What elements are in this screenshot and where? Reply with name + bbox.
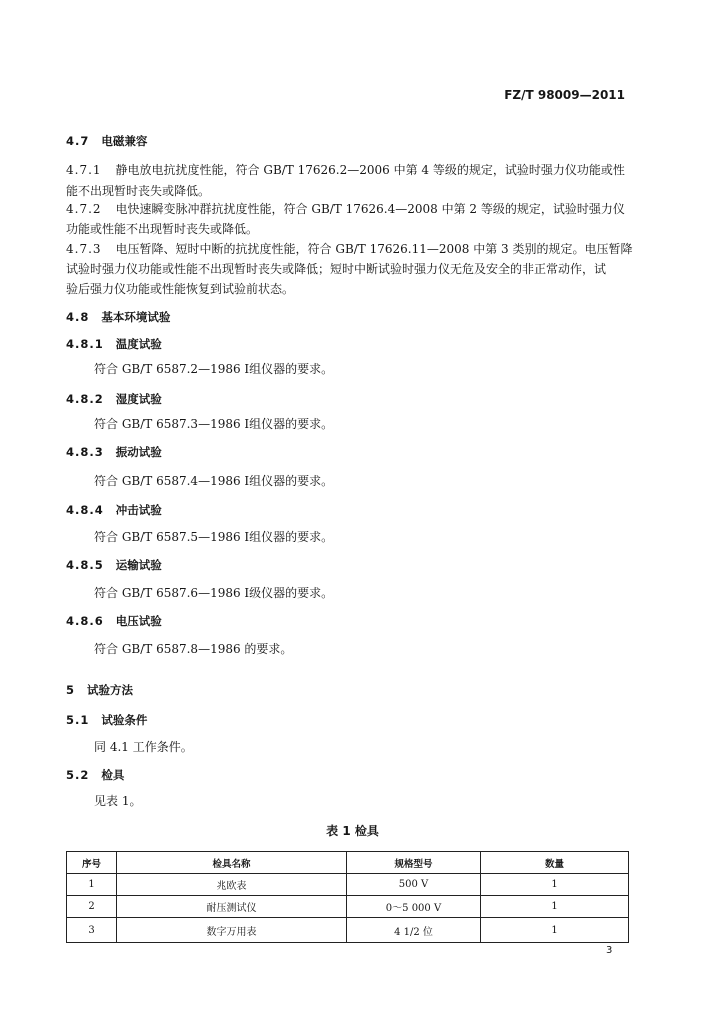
- subsection-number: 4.8.5: [66, 558, 104, 572]
- section-number: 5: [66, 683, 76, 697]
- section-title: 电磁兼容: [101, 134, 148, 148]
- page-number: 3: [606, 945, 613, 956]
- column-header-quantity: 数量: [481, 852, 629, 874]
- section-title: 试验方法: [87, 683, 134, 697]
- clause-4-7-3-cont: 试验时强力仪功能或性能不出现暂时丧失或降低；短时中断试验时强力仪无危及安全的非正常动作，试: [66, 262, 607, 276]
- subsection-title: 温度试验: [115, 337, 162, 351]
- clause-4-7-2: [66, 200, 625, 217]
- table-caption: 表 1 检具: [326, 824, 379, 838]
- table-cell: 4 1/2 位: [347, 918, 481, 943]
- subsection-body-4-8-1: 符合 GB/T 6587.2—1986 Ⅰ组仪器的要求。: [94, 362, 334, 376]
- table-cell: 1: [481, 874, 629, 896]
- clause-number: 4.7.1: [66, 163, 102, 177]
- table-cell: 耐压测试仪: [117, 896, 347, 918]
- table-cell: 1: [67, 874, 117, 896]
- table-cell: 0～5 000 V: [347, 896, 481, 918]
- subsection-title: 检具: [101, 768, 125, 782]
- section-title: 基本环境试验: [101, 310, 171, 324]
- subsection-title: 湿度试验: [115, 392, 162, 406]
- subsection-number: 4.8.3: [66, 445, 104, 459]
- subsection-heading-4-8-4: [66, 502, 162, 518]
- clause-4-7-3: [66, 240, 633, 257]
- subsection-heading-5-1: [66, 712, 147, 728]
- section-heading-5: [66, 682, 133, 698]
- section-number: 4.7: [66, 134, 90, 148]
- clause-4-7-3-cont2: 验后强力仪功能或性能恢复到试验前状态。: [66, 282, 295, 296]
- subsection-body-4-8-5: 符合 GB/T 6587.6—1986 Ⅰ级仪器的要求。: [94, 586, 334, 600]
- subsection-number: 4.8.1: [66, 337, 104, 351]
- subsection-body-4-8-4: 符合 GB/T 6587.5—1986 Ⅰ组仪器的要求。: [94, 530, 334, 544]
- document-code: FZ/T 98009—2011: [504, 88, 625, 102]
- column-header-index: 序号: [67, 852, 117, 874]
- table-header-row: [67, 852, 629, 874]
- table-cell: 3: [67, 918, 117, 943]
- clause-4-7-2-cont: 功能或性能不出现暂时丧失或降低。: [66, 222, 259, 236]
- table-cell: 2: [67, 896, 117, 918]
- clause-text: 电快速瞬变脉冲群抗扰度性能，符合 GB/T 17626.4—2008 中第 2 等级的规定，试验时强力仪: [115, 202, 625, 216]
- subsection-heading-4-8-1: [66, 336, 162, 352]
- subsection-number: 4.8.4: [66, 503, 104, 517]
- subsection-heading-4-8-2: [66, 391, 162, 407]
- subsection-heading-4-8-3: [66, 444, 162, 460]
- table-cell: 数字万用表: [117, 918, 347, 943]
- clause-4-7-1: [66, 161, 625, 178]
- subsection-title: 振动试验: [115, 445, 162, 459]
- subsection-title: 电压试验: [115, 614, 162, 628]
- subsection-number: 5.2: [66, 768, 90, 782]
- table-cell: 1: [481, 896, 629, 918]
- subsection-heading-5-2: [66, 767, 124, 783]
- table-cell: 500 V: [347, 874, 481, 896]
- section-number: 4.8: [66, 310, 90, 324]
- subsection-body-4-8-6: 符合 GB/T 6587.8—1986 的要求。: [94, 642, 293, 656]
- section-heading-4-8: [66, 309, 170, 325]
- table-row: [67, 874, 629, 896]
- subsection-body-5-1: 同 4.1 工作条件。: [94, 740, 193, 754]
- clause-4-7-1-cont: 能不出现暂时丧失或降低。: [66, 184, 211, 198]
- clause-text: 电压暂降、短时中断的抗扰度性能，符合 GB/T 17626.11—2008 中第 3 类别的规定。电压暂降: [115, 242, 633, 256]
- subsection-number: 4.8.2: [66, 392, 104, 406]
- column-header-name: 检具名称: [117, 852, 347, 874]
- subsection-number: 4.8.6: [66, 614, 104, 628]
- section-heading-4-7: [66, 133, 147, 149]
- subsection-number: 5.1: [66, 713, 90, 727]
- subsection-title: 冲击试验: [115, 503, 162, 517]
- table-row: [67, 918, 629, 943]
- clause-text: 静电放电抗扰度性能，符合 GB/T 17626.2—2006 中第 4 等级的规定，试验时强力仪功能或性: [115, 163, 625, 177]
- table-row: [67, 896, 629, 918]
- subsection-body-4-8-2: 符合 GB/T 6587.3—1986 Ⅰ组仪器的要求。: [94, 417, 334, 431]
- clause-number: 4.7.3: [66, 242, 102, 256]
- tools-table: [66, 851, 629, 943]
- subsection-body-4-8-3: 符合 GB/T 6587.4—1986 Ⅰ组仪器的要求。: [94, 474, 334, 488]
- subsection-heading-4-8-6: [66, 613, 162, 629]
- subsection-title: 试验条件: [101, 713, 148, 727]
- subsection-heading-4-8-5: [66, 557, 162, 573]
- table-cell: 1: [481, 918, 629, 943]
- clause-number: 4.7.2: [66, 202, 102, 216]
- table-cell: 兆欧表: [117, 874, 347, 896]
- subsection-title: 运输试验: [115, 558, 162, 572]
- column-header-spec: 规格型号: [347, 852, 481, 874]
- subsection-body-5-2: 见表 1。: [94, 794, 142, 808]
